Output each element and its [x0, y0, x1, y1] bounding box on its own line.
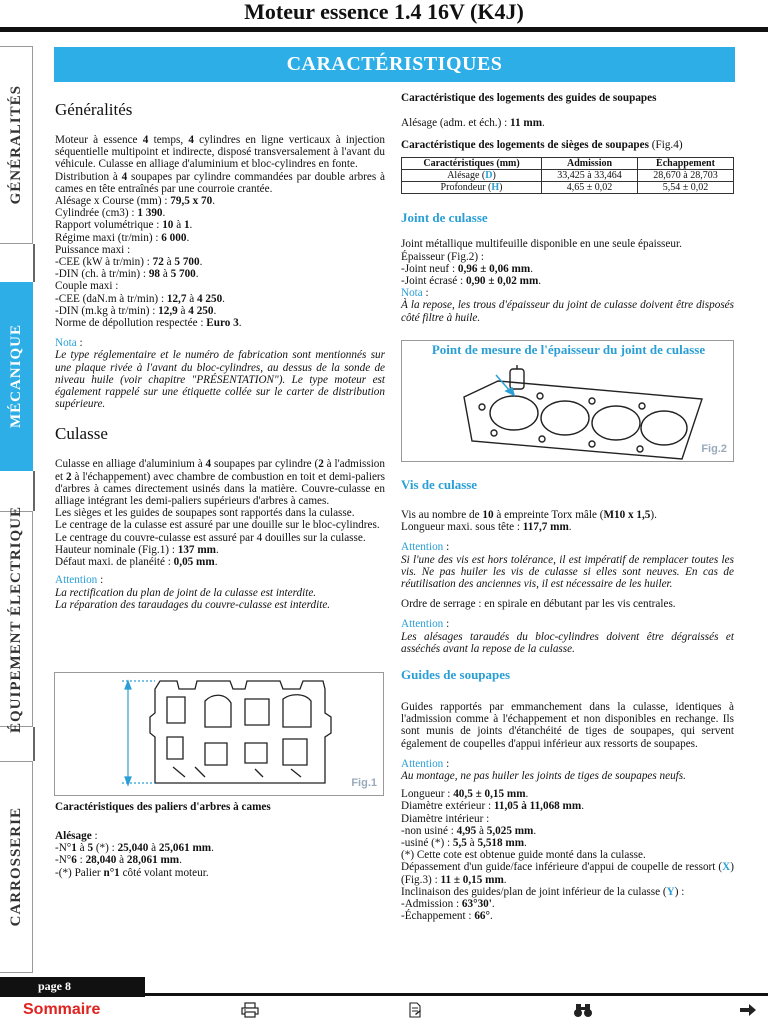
spec-cylindree: Cylindrée (cm3) : 1 390. — [55, 207, 166, 220]
sidebar-tab-label: CARROSSERIE — [7, 807, 24, 927]
generalites-paragraph-2: Distribution à 4 soupapes par cylindre commandées par double arbres à cames en tête entraînés par une courroie crantée. — [55, 170, 385, 195]
guides-diam-ext: Diamètre extérieur : 11,05 à 11,068 mm. — [401, 800, 584, 813]
sidebar-divider — [33, 727, 35, 761]
guides-paragraph-1: Guides rapportés par emmanchement dans la culasse, identiques à l'admission comme à l'échappement et non disponibles en rechange. Ils sont munis de joints d'étanchéité de tiges de soupapes, qui servent également de coupelles d'appui inférieur aux ressorts de soupapes. — [401, 701, 734, 750]
guides-admission: -Admission : 63°30'. — [401, 898, 495, 911]
nota-text: Le type réglementaire et le numéro de fabrication sont mentionnés sur une plaque rivée à l'avant du bloc-cylindres, au dessus de la sonde de niveau huile (voir chapitre "PRÉSENTATION"). Le type moteur est également rappelé sur une étiquette collée sur le carter de distribution supérieure. — [55, 349, 385, 411]
page-number: page 8 — [0, 977, 145, 997]
spec-din-ch: -DIN (ch. à tr/min) : 98 à 5 700. — [55, 268, 199, 281]
nota-label: Nota : — [401, 287, 429, 300]
spec-alesage-course: Alésage x Course (mm) : 79,5 x 70. — [55, 195, 216, 208]
attention-label: Attention : — [401, 757, 450, 770]
logements-guides-heading: Caractéristique des logements des guides de soupapes — [401, 92, 657, 104]
logements-sieges-heading: Caractéristique des logements de sièges de soupapes (Fig.4) — [401, 139, 683, 152]
table-cell: 4,65 ± 0,02 — [542, 182, 638, 194]
attention-label: Attention : — [401, 618, 450, 631]
sidebar-tab-generalites[interactable] — [0, 46, 33, 244]
attention-text-2: La réparation des taraudages du couvre-culasse est interdite. — [55, 598, 331, 611]
vis-paragraph-2: Longueur maxi. sous tête : 117,7 mm. — [401, 521, 572, 534]
joint-neuf: -Joint neuf : 0,96 ± 0,06 mm. — [401, 262, 533, 275]
joint-ecrase: -Joint écrasé : 0,90 ± 0,02 mm. — [401, 275, 542, 288]
table-row — [402, 170, 734, 182]
attention-text: Les alésages taraudés du bloc-cylindres doivent être dégraissés et asséchés avant la repose de la culasse. — [401, 630, 734, 655]
joint-epaisseur-label: Épaisseur (Fig.2) : — [401, 250, 484, 263]
paliers-alesage-label: Alésage : — [55, 830, 98, 842]
footer-rule — [145, 993, 768, 996]
vis-heading: Vis de culasse — [401, 477, 478, 492]
spec-cee-kw: -CEE (kW à tr/min) : 72 à 5 700. — [55, 256, 203, 269]
table-cell: 33,425 à 33,464 — [542, 170, 638, 182]
right-column-top — [401, 92, 734, 324]
joint-heading: Joint de culasse — [401, 210, 488, 226]
sidebar-divider — [33, 471, 35, 511]
logements-guides-line: Alésage (adm. et éch.) : 11 mm. — [401, 117, 545, 129]
guides-echappement: -Échappement : 66°. — [401, 910, 493, 923]
guides-non-usine: -non usiné : 4,95 à 5,025 mm. — [401, 824, 537, 837]
table-header-cell: Échappement — [638, 158, 734, 170]
joint-paragraph-1: Joint métallique multifeuille disponible en une seule épaisseur. — [401, 238, 682, 251]
culasse-paragraph-1: Culasse en alliage d'aluminium à 4 soupapes par cylindre (2 à l'admission et 2 à l'échappement) avec chambre de combustion en toit et demi-paliers d'arbres à cames directement usinés dans la matière. Couvre-culasse en alliage intégrant les demi-paliers supérieurs d'arbres à cames. — [55, 458, 385, 508]
figure-1-label: Fig.1 — [351, 777, 377, 789]
culasse-heading: Culasse — [55, 424, 108, 444]
spec-rapport: Rapport volumétrique : 10 à 1. — [55, 219, 193, 232]
guides-heading: Guides de soupapes — [401, 667, 511, 683]
spec-norme: Norme de dépollution respectée : Euro 3. — [55, 317, 242, 330]
guides-inclinaison: Inclinaison des guides/plan de joint inférieur de la culasse (Y) : — [401, 885, 685, 898]
table-header-cell: Admission — [542, 158, 638, 170]
spec-cee-dan: -CEE (daN.m à tr/min) : 12,7 à 4 250. — [55, 292, 225, 305]
guides-cote: (*) Cette cote est obtenue guide monté dans la culasse. — [401, 849, 646, 862]
guides-longueur: Longueur : 40,5 ± 0,15 mm. — [401, 788, 529, 801]
attention-label: Attention : — [55, 574, 104, 587]
figure-2-title: Point de mesure de l'épaisseur du joint de culasse — [431, 342, 706, 357]
sidebar-tab-equipement-electrique[interactable] — [0, 505, 33, 733]
culasse-paragraph-2: Les sièges et les guides de soupapes sont rapportés dans la culasse. — [55, 507, 355, 520]
right-column-bottom — [401, 477, 734, 922]
document-title: Moteur essence 1.4 16V (K4J) — [244, 0, 524, 24]
table-cell: Profondeur (H) — [402, 182, 542, 194]
sidebar-tab-carrosserie[interactable] — [0, 761, 33, 973]
guides-diam-int-label: Diamètre intérieur : — [401, 812, 490, 825]
culasse-paragraph-3: Le centrage de la culasse est assuré par une douille sur le bloc-cylindres. — [55, 519, 380, 532]
next-arrow-icon[interactable] — [739, 1002, 757, 1022]
section-banner: CARACTÉRISTIQUES — [54, 47, 735, 82]
print-icon[interactable] — [241, 1002, 259, 1022]
left-column — [55, 100, 385, 611]
paliers-section — [55, 801, 385, 879]
sidebar-tab-label: MÉCANIQUE — [7, 324, 24, 429]
attention-text: Au montage, ne pas huiler les joints de tiges de soupapes neufs. — [401, 770, 686, 783]
head-gasket-drawing — [402, 341, 735, 463]
generalites-paragraph-1: Moteur à essence 4 temps, 4 cylindres en ligne verticaux à injection séquentielle multipoint et indirecte, disposé transversalement à l'avant du véhicule. Culasse en alliage d'aluminium et bloc-cylindres en fonte. — [55, 134, 385, 171]
figure-2-label: Fig.2 — [701, 443, 727, 455]
spec-regime: Régime maxi (tr/min) : 6 000. — [55, 231, 190, 244]
spec-din-mkg: -DIN (m.kg à tr/min) : 12,9 à 4 250. — [55, 304, 217, 317]
guides-depassement: Dépassement d'un guide/face inférieure d'appui de coupelle de ressort (X) (Fig.3) : 11 ± 0,15 mm. — [401, 861, 734, 886]
vis-paragraph-1: Vis au nombre de 10 à empreinte Torx mâle (M10 x 1,5). — [401, 509, 657, 521]
culasse-paragraph-4: Le centrage du couvre-culasse est assuré par 4 douilles sur la culasse. — [55, 531, 366, 544]
sommaire-link[interactable]: Sommaire — [23, 1001, 101, 1018]
attention-label: Attention : — [401, 541, 450, 554]
nota-text: À la repose, les trous d'épaisseur du joint de culasse doivent être disposés côté filtre à huile. — [401, 299, 734, 324]
paliers-heading: Caractéristiques des paliers d'arbres à cames — [55, 801, 271, 813]
figure-2-head-gasket — [401, 340, 734, 462]
table-header-cell: Caractéristiques (mm) — [402, 158, 542, 170]
cylinder-head-drawing — [55, 673, 385, 797]
spec-puissance-label: Puissance maxi : — [55, 243, 131, 256]
table-cell: 5,54 ± 0,02 — [638, 182, 734, 194]
spec-defaut: Défaut maxi. de planéité : 0,05 mm. — [55, 556, 218, 569]
sidebar-tab-label: ÉQUIPEMENT ÉLECTRIQUE — [7, 505, 24, 733]
sidebar-tab-mecanique[interactable] — [0, 282, 33, 471]
nota-label: Nota : — [55, 337, 83, 350]
spec-couple-label: Couple maxi : — [55, 280, 119, 293]
paliers-line-2: -N°6 : 28,040 à 28,061 mm. — [55, 854, 182, 867]
spec-hauteur: Hauteur nominale (Fig.1) : 137 mm. — [55, 543, 219, 556]
generalites-heading: Généralités — [55, 100, 133, 119]
table-header-row — [402, 158, 734, 170]
attention-text: Si l'une des vis est hors tolérance, il est impératif de remplacer toutes les vis. Ne pas huiler les vis de culasse si elles sont neuves. En cas de réutilisation des anciennes vis, il est nécessaire de les huiler. — [401, 553, 734, 591]
document-icon[interactable] — [407, 1002, 423, 1022]
header-rule — [0, 27, 768, 32]
table-cell: 28,670 à 28,703 — [638, 170, 734, 182]
table-row — [402, 182, 734, 194]
sidebar-divider — [33, 244, 35, 282]
sidebar-tab-label: GÉNÉRALITÉS — [7, 85, 24, 205]
paliers-line-3: -(*) Palier n°1 côté volant moteur. — [55, 866, 209, 879]
binoculars-icon[interactable] — [573, 1002, 593, 1022]
paliers-line-1: -N°1 à 5 (*) : 25,040 à 25,061 mm. — [55, 842, 214, 855]
vis-ordre: Ordre de serrage : en spirale en débutant par les vis centrales. — [401, 598, 676, 611]
table-cell: Alésage (D) — [402, 170, 542, 182]
figure-1-cylinder-head — [54, 672, 384, 796]
sieges-table — [401, 157, 734, 194]
guides-usine: -usiné (*) : 5,5 à 5,518 mm. — [401, 837, 527, 850]
attention-text-1: La rectification du plan de joint de la culasse est interdite. — [55, 586, 317, 599]
